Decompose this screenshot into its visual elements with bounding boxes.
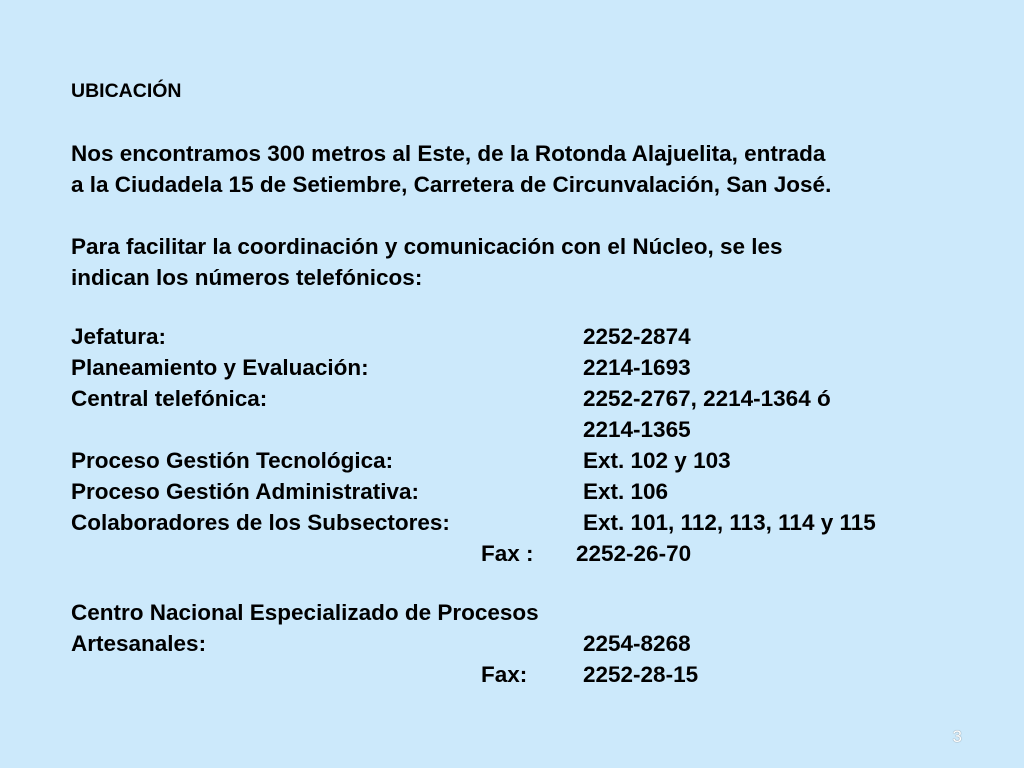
fax-label: Fax: xyxy=(481,662,528,687)
contact-label: Proceso Gestión Tecnológica: xyxy=(71,448,394,473)
fax-value: 2252-26-70 xyxy=(576,541,692,566)
contact-value: 2214-1365 xyxy=(583,417,691,442)
intro-line-1: Para facilitar la coordinación y comunicación con el Núcleo, se les xyxy=(71,234,783,259)
location-line-2: a la Ciudadela 15 de Setiembre, Carretera de Circunvalación, San José. xyxy=(71,172,832,197)
contact-label: Proceso Gestión Administrativa: xyxy=(71,479,420,504)
location-line-1: Nos encontramos 300 metros al Este, de la Rotonda Alajuelita, entrada xyxy=(71,141,826,166)
fax-label: Fax : xyxy=(481,541,534,566)
contact-label: Planeamiento y Evaluación: xyxy=(71,355,369,380)
contact-label: Jefatura: xyxy=(71,324,167,349)
center-value: 2254-8268 xyxy=(583,631,691,656)
contact-label: Colaboradores de los Subsectores: xyxy=(71,510,450,535)
fax-value: 2252-28-15 xyxy=(583,662,699,687)
contact-value: Ext. 101, 112, 113, 114 y 115 xyxy=(583,510,876,535)
contact-value: 2252-2767, 2214-1364 ó xyxy=(583,386,831,411)
contact-value: Ext. 102 y 103 xyxy=(583,448,731,473)
section-heading: UBICACIÓN xyxy=(71,80,182,102)
contact-value: 2252-2874 xyxy=(583,324,691,349)
center-label: Artesanales: xyxy=(71,631,207,656)
contact-value: 2214-1693 xyxy=(583,355,691,380)
center-title: Centro Nacional Especializado de Procesos xyxy=(71,600,539,625)
contact-value: Ext. 106 xyxy=(583,479,669,504)
intro-line-2: indican los números telefónicos: xyxy=(71,265,423,290)
page-number: 3 xyxy=(952,727,962,746)
contact-label: Central telefónica: xyxy=(71,386,268,411)
